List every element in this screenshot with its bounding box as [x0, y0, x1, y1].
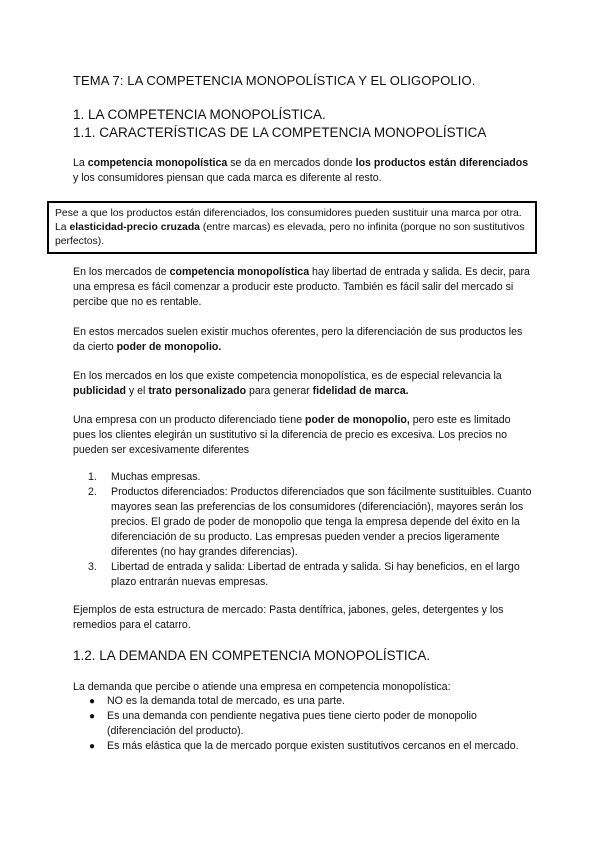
- list-item-text: Es más elástica que la de mercado porque existen sustitutivos cercanos en el mercado.: [107, 740, 519, 752]
- list-item-text: Es una demanda con pendiente negativa pues tiene cierto poder de monopolio (diferenciación del producto).: [107, 710, 477, 737]
- highlight-box: Pese a que los productos están diferenciados, los consumidores pueden sustituir una marca por otra. La elasticidad-precio cruzada (entre marcas) es elevada, pero no infinita (porque no son sustitutivos perfectos).: [47, 201, 537, 254]
- bullet-icon: ●: [89, 741, 96, 752]
- bullet-icon: ●: [89, 711, 96, 722]
- intro-paragraph: La competencia monopolística se da en mercados donde los productos están diferenciados y los consumidores piensan que cada marca es diferente al resto.: [73, 157, 529, 184]
- limited-power-paragraph: Una empresa con un producto diferenciado tiene poder de monopolio, pero este es limitado pues los clientes elegirán un sustitutivo si la diferencia de precio es excesiva. Los precios no pueden ser excesivamente diferentes: [73, 414, 511, 456]
- demand-bullet-list: [73, 694, 533, 754]
- subsection-heading: 1.1. CARACTERÍSTICAS DE LA COMPETENCIA MONOPOLÍSTICA: [73, 125, 487, 140]
- list-item: [73, 470, 533, 485]
- list-item: [73, 709, 533, 739]
- characteristics-list: [73, 470, 533, 590]
- list-item: [73, 694, 533, 709]
- section-heading: 1.2. LA DEMANDA EN COMPETENCIA MONOPOLÍSTICA.: [73, 648, 431, 663]
- list-item-text: Libertad de entrada y salida: Libertad de entrada y salida. Si hay beneficios, en el largo plazo entrarán nuevas empresas.: [111, 561, 520, 588]
- list-item: [73, 560, 533, 590]
- entry-exit-paragraph: En los mercados de competencia monopolística hay libertad de entrada y salida. Es decir, para una empresa es fácil comenzar a producir este producto. También es fácil salir del mercado si percibe que no es rentable.: [73, 266, 530, 308]
- examples-paragraph: Ejemplos de esta estructura de mercado: Pasta dentífrica, jabones, geles, detergentes y los remedios para el catarro.: [73, 604, 504, 631]
- list-marker: 3.: [88, 561, 97, 573]
- demand-paragraph: La demanda que percibe o atiende una empresa en competencia monopolística:: [73, 681, 451, 693]
- list-item-text: Muchas empresas.: [111, 471, 201, 483]
- list-marker: 1.: [88, 471, 97, 483]
- section-heading: 1. LA COMPETENCIA MONOPOLÍSTICA.: [73, 107, 326, 122]
- bullet-icon: ●: [89, 696, 96, 707]
- publicity-paragraph: En los mercados en los que existe competencia monopolística, es de especial relevancia la publicidad y el trato personalizado para generar fidelidad de marca.: [73, 370, 502, 397]
- monopoly-power-paragraph: En estos mercados suelen existir muchos oferentes, pero la diferenciación de sus productos les da cierto poder de monopolio.: [73, 326, 523, 353]
- list-item: [73, 485, 533, 560]
- list-item-text: Productos diferenciados: Productos diferenciados que son fácilmente sustituibles. Cuanto mayores sean las preferencias de los consumidores (diferenciación), mayores serán los precios. El grado de poder de monopolio que tenga la empresa depende del éxito en la diferenciación de su producto. Las empresas pueden vender a precios ligeramente diferentes (no hay grandes diferencias).: [111, 486, 532, 558]
- list-item: [73, 739, 533, 754]
- list-marker: 2.: [88, 486, 97, 498]
- document-title: TEMA 7: LA COMPETENCIA MONOPOLÍSTICA Y EL OLIGOPOLIO.: [73, 73, 476, 88]
- list-item-text: NO es la demanda total de mercado, es una parte.: [107, 695, 345, 707]
